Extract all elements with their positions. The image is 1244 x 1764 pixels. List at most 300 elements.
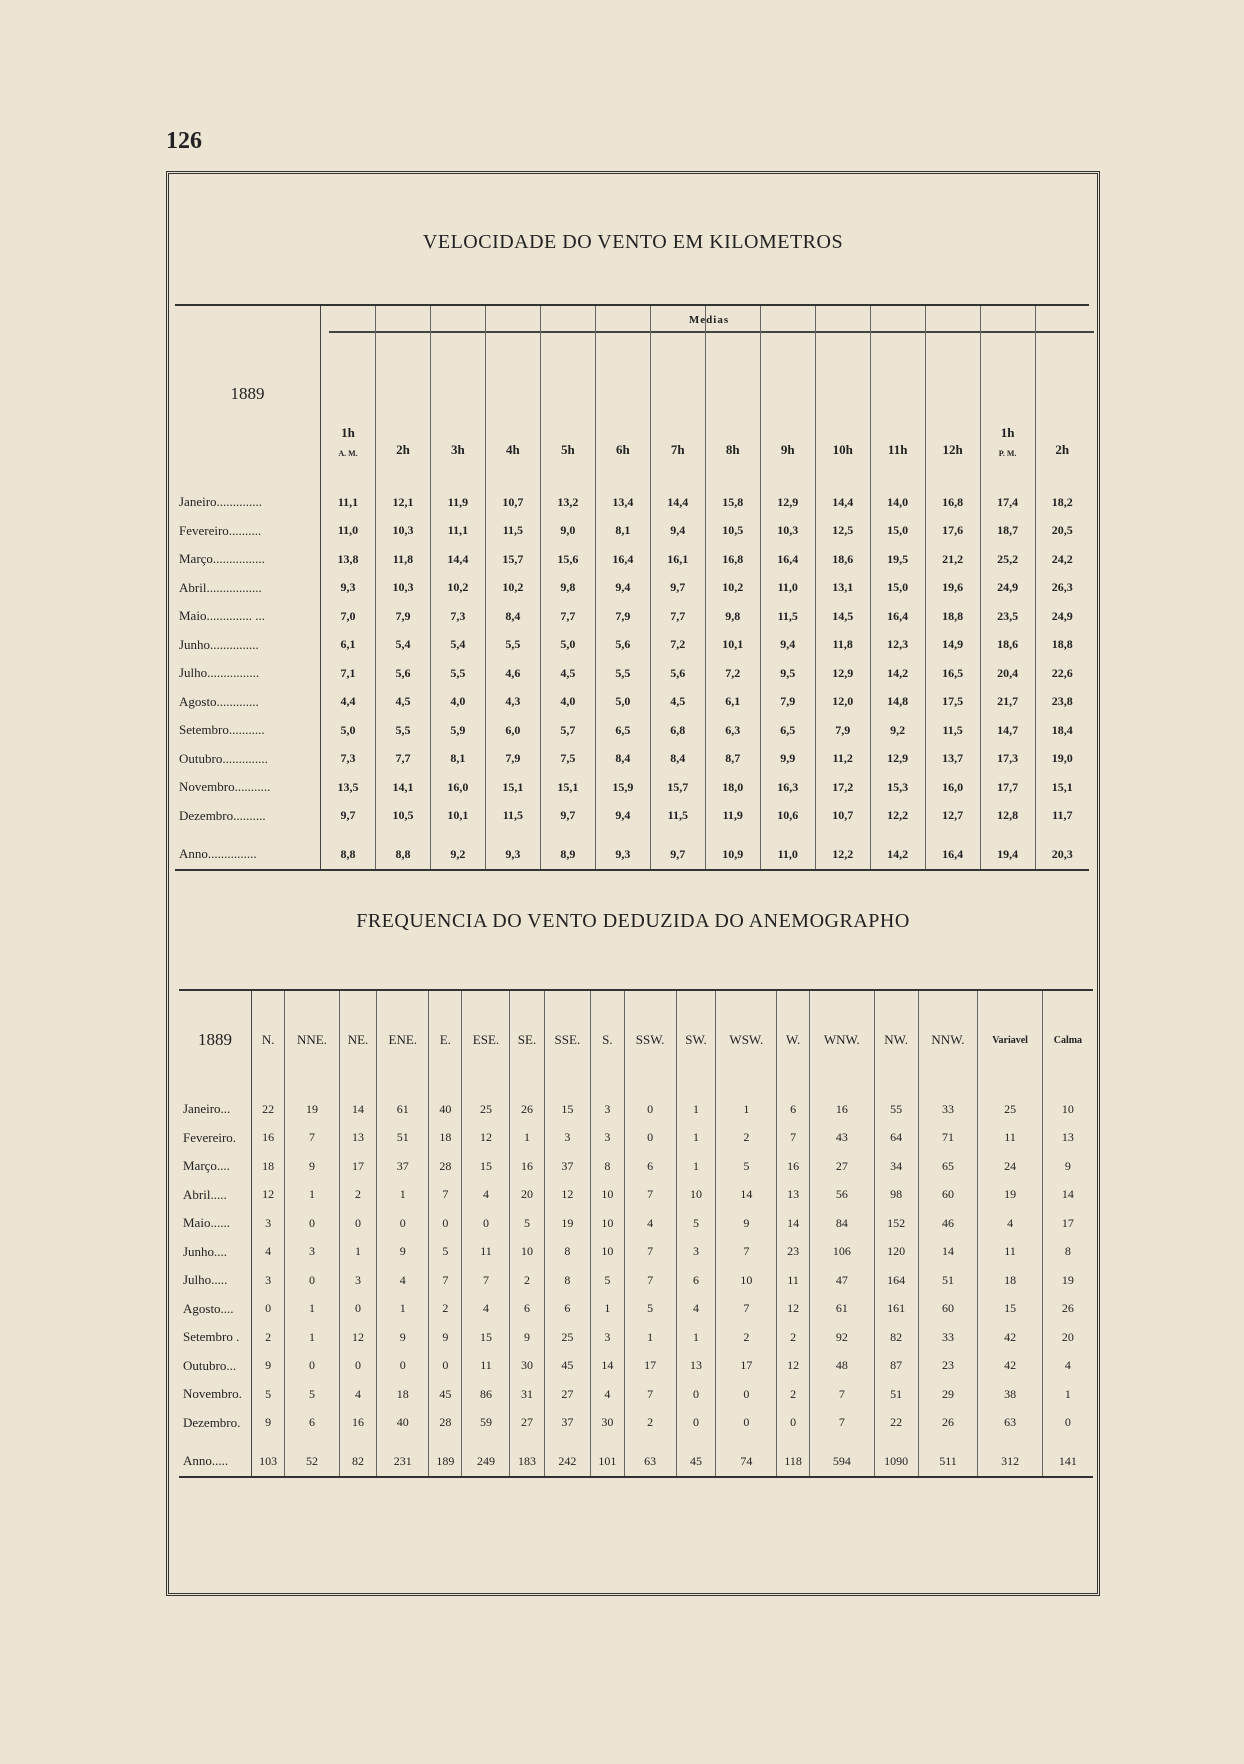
velocity-cell: 18,6 bbox=[980, 631, 1035, 660]
velocity-cell: 13,8 bbox=[321, 545, 376, 574]
frequency-cell: 7 bbox=[429, 1266, 462, 1295]
table-row bbox=[175, 773, 1089, 802]
hour-header bbox=[485, 305, 540, 482]
spacer-cell bbox=[510, 1437, 544, 1447]
frequency-cell: 7 bbox=[624, 1380, 676, 1409]
frequency-cell: 7 bbox=[429, 1181, 462, 1210]
month-label: Novembro........... bbox=[175, 773, 321, 802]
velocity-cell: 7,0 bbox=[321, 602, 376, 631]
frequency-cell: 0 bbox=[429, 1352, 462, 1381]
spacer-cell bbox=[430, 830, 485, 840]
velocity-cell: 5,5 bbox=[375, 716, 430, 745]
total-cell: 20,3 bbox=[1051, 846, 1073, 861]
spacer-cell bbox=[809, 1437, 874, 1447]
frequency-cell: 9 bbox=[429, 1323, 462, 1352]
table-row bbox=[175, 659, 1089, 688]
velocity-cell: 26,3 bbox=[1051, 580, 1073, 595]
hour-header bbox=[1035, 305, 1089, 482]
spacer-cell bbox=[339, 1437, 377, 1447]
month-label: Dezembro. bbox=[179, 1409, 252, 1438]
table-row bbox=[179, 1238, 1093, 1267]
velocity-cell: 4,6 bbox=[485, 659, 540, 688]
frequency-cell: 9 bbox=[285, 1152, 339, 1181]
velocity-cell: 18,6 bbox=[815, 545, 870, 574]
frequency-cell: 4 bbox=[377, 1266, 429, 1295]
velocity-cell: 11,1 bbox=[321, 482, 376, 517]
velocity-cell: 15,0 bbox=[870, 517, 925, 546]
velocity-cell: 8,7 bbox=[705, 745, 760, 774]
total-cell: 52 bbox=[285, 1447, 339, 1477]
velocity-cell: 9,9 bbox=[760, 745, 815, 774]
direction-header: NW. bbox=[874, 990, 918, 1089]
frequency-cell: 19 bbox=[544, 1209, 591, 1238]
frequency-cell: 13 bbox=[777, 1181, 810, 1210]
frequency-cell: 33 bbox=[918, 1089, 978, 1124]
frequency-cell: 24 bbox=[978, 1152, 1042, 1181]
spacer-cell bbox=[870, 830, 925, 840]
velocity-cell: 4,0 bbox=[430, 688, 485, 717]
velocity-cell: 14,4 bbox=[430, 545, 485, 574]
spacer-cell bbox=[252, 1437, 285, 1447]
velocity-cell: 18,0 bbox=[705, 773, 760, 802]
frequency-cell: 6 bbox=[777, 1089, 810, 1124]
frequency-cell: 0 bbox=[624, 1124, 676, 1153]
table-row bbox=[179, 1352, 1093, 1381]
frequency-cell: 15 bbox=[462, 1323, 510, 1352]
frequency-cell: 1 bbox=[716, 1089, 777, 1124]
frequency-cell: 61 bbox=[377, 1089, 429, 1124]
spacer-cell bbox=[874, 1437, 918, 1447]
frequency-cell: 63 bbox=[978, 1409, 1042, 1438]
table-row bbox=[179, 1209, 1093, 1238]
frequency-cell: 4 bbox=[462, 1295, 510, 1324]
velocity-cell: 5,0 bbox=[540, 631, 595, 660]
frequency-cell: 0 bbox=[285, 1209, 339, 1238]
velocity-cell: 12,8 bbox=[980, 802, 1035, 831]
frequency-cell: 9 bbox=[252, 1352, 285, 1381]
velocity-cell: 6,5 bbox=[760, 716, 815, 745]
velocity-cell: 11,8 bbox=[815, 631, 870, 660]
spacer-cell bbox=[377, 1437, 429, 1447]
velocity-cell: 7,7 bbox=[375, 745, 430, 774]
direction-header: S. bbox=[591, 990, 624, 1089]
hour-label: 11h bbox=[887, 442, 908, 457]
month-label: Maio...... bbox=[179, 1209, 252, 1238]
frequency-cell: 30 bbox=[510, 1352, 544, 1381]
total-cell: 141 bbox=[1058, 1453, 1077, 1468]
spacer-cell bbox=[540, 830, 595, 840]
frequency-title: FREQUENCIA DO VENTO DEDUZIDA DO ANEMOGRAPHO bbox=[356, 910, 910, 932]
frequency-cell: 0 bbox=[462, 1209, 510, 1238]
frequency-cell: 1 bbox=[285, 1181, 339, 1210]
frequency-cell: 10 bbox=[1061, 1101, 1074, 1116]
velocity-cell: 10,5 bbox=[705, 517, 760, 546]
frequency-cell: 5 bbox=[285, 1380, 339, 1409]
total-cell: 183 bbox=[510, 1447, 544, 1477]
velocity-cell: 9,7 bbox=[321, 802, 376, 831]
velocity-cell: 4,3 bbox=[485, 688, 540, 717]
total-cell: 19,4 bbox=[980, 840, 1035, 870]
velocity-cell: 12,3 bbox=[870, 631, 925, 660]
frequency-cell: 11 bbox=[462, 1238, 510, 1267]
table-row bbox=[179, 1266, 1093, 1295]
month-label: Janeiro... bbox=[179, 1089, 252, 1124]
velocity-year: 1889 bbox=[175, 305, 321, 482]
frequency-cell: 82 bbox=[874, 1323, 918, 1352]
frequency-cell: 25 bbox=[978, 1089, 1042, 1124]
frequency-cell: 16 bbox=[809, 1089, 874, 1124]
velocity-cell: 14,0 bbox=[870, 482, 925, 517]
velocity-cell: 9,7 bbox=[540, 802, 595, 831]
hour-label: 1h bbox=[1000, 425, 1015, 440]
spacer-cell bbox=[321, 830, 376, 840]
frequency-cell: 15 bbox=[544, 1089, 591, 1124]
velocity-cell: 11,2 bbox=[815, 745, 870, 774]
velocity-cell: 10,3 bbox=[375, 517, 430, 546]
velocity-cell: 17,4 bbox=[980, 482, 1035, 517]
table-row bbox=[179, 1124, 1093, 1153]
spacer-cell bbox=[429, 1437, 462, 1447]
velocity-cell: 7,2 bbox=[650, 631, 705, 660]
velocity-cell: 9,8 bbox=[540, 574, 595, 603]
velocity-cell: 12,7 bbox=[925, 802, 980, 831]
velocity-cell: 6,3 bbox=[705, 716, 760, 745]
frequency-cell: 4 bbox=[339, 1380, 377, 1409]
frequency-cell: 11 bbox=[462, 1352, 510, 1381]
total-cell: 14,2 bbox=[870, 840, 925, 870]
total-cell: 8,8 bbox=[321, 840, 376, 870]
velocity-cell: 14,1 bbox=[375, 773, 430, 802]
velocity-cell: 8,4 bbox=[650, 745, 705, 774]
velocity-cell: 9,7 bbox=[650, 574, 705, 603]
spacer-cell bbox=[676, 1437, 716, 1447]
month-label: Dezembro.......... bbox=[175, 802, 321, 831]
table-row bbox=[179, 1152, 1093, 1181]
velocity-cell: 12,9 bbox=[760, 482, 815, 517]
hour-header bbox=[595, 305, 650, 482]
frequency-table bbox=[179, 989, 1093, 1478]
spacer-cell bbox=[650, 830, 705, 840]
table-row bbox=[179, 1380, 1093, 1409]
velocity-cell: 5,6 bbox=[595, 631, 650, 660]
velocity-cell: 6,0 bbox=[485, 716, 540, 745]
total-cell: 118 bbox=[777, 1447, 810, 1477]
month-label: Fevereiro. bbox=[179, 1124, 252, 1153]
velocity-title: VELOCIDADE DO VENTO EM KILOMETROS bbox=[422, 231, 844, 253]
velocity-cell: 14,9 bbox=[925, 631, 980, 660]
direction-header: SW. bbox=[676, 990, 716, 1089]
table-row bbox=[179, 1295, 1093, 1324]
frequency-cell: 42 bbox=[978, 1323, 1042, 1352]
frequency-cell: 25 bbox=[544, 1323, 591, 1352]
velocity-cell: 7,9 bbox=[815, 716, 870, 745]
frequency-cell: 29 bbox=[918, 1380, 978, 1409]
velocity-cell: 16,5 bbox=[925, 659, 980, 688]
frequency-cell: 4 bbox=[591, 1380, 624, 1409]
velocity-cell: 15,7 bbox=[485, 545, 540, 574]
velocity-cell: 5,5 bbox=[595, 659, 650, 688]
frequency-cell: 1 bbox=[591, 1295, 624, 1324]
velocity-cell: 6,1 bbox=[705, 688, 760, 717]
velocity-cell: 12,9 bbox=[815, 659, 870, 688]
velocity-cell: 5,9 bbox=[430, 716, 485, 745]
velocity-table bbox=[175, 304, 1089, 871]
velocity-cell: 10,1 bbox=[430, 802, 485, 831]
frequency-cell: 65 bbox=[918, 1152, 978, 1181]
month-label: Abril..... bbox=[179, 1181, 252, 1210]
total-cell: 10,9 bbox=[705, 840, 760, 870]
frequency-cell: 2 bbox=[429, 1295, 462, 1324]
velocity-cell: 6,8 bbox=[650, 716, 705, 745]
table-row bbox=[175, 745, 1089, 774]
frequency-cell: 26 bbox=[918, 1409, 978, 1438]
velocity-cell: 12,5 bbox=[815, 517, 870, 546]
velocity-cell: 9,0 bbox=[540, 517, 595, 546]
frequency-cell: 14 bbox=[339, 1089, 377, 1124]
velocity-cell: 11,7 bbox=[1052, 808, 1073, 823]
table-row bbox=[175, 545, 1089, 574]
frequency-cell: 0 bbox=[624, 1089, 676, 1124]
frequency-cell: 40 bbox=[377, 1409, 429, 1438]
velocity-cell: 16,3 bbox=[760, 773, 815, 802]
hour-label: 4h bbox=[506, 442, 520, 457]
velocity-cell: 19,6 bbox=[925, 574, 980, 603]
total-cell: 9,3 bbox=[595, 840, 650, 870]
frequency-cell: 0 bbox=[676, 1380, 716, 1409]
frequency-cell: 18 bbox=[429, 1124, 462, 1153]
frequency-cell: 5 bbox=[676, 1209, 716, 1238]
velocity-cell: 9,2 bbox=[870, 716, 925, 745]
table-row bbox=[175, 688, 1089, 717]
velocity-cell: 11,5 bbox=[485, 802, 540, 831]
total-cell: 9,2 bbox=[430, 840, 485, 870]
total-label: Anno............... bbox=[175, 840, 321, 870]
frequency-cell: 55 bbox=[874, 1089, 918, 1124]
direction-header: SSW. bbox=[624, 990, 676, 1089]
frequency-cell: 5 bbox=[716, 1152, 777, 1181]
frequency-cell: 19 bbox=[285, 1089, 339, 1124]
velocity-cell: 7,9 bbox=[485, 745, 540, 774]
total-cell: 63 bbox=[624, 1447, 676, 1477]
frequency-cell: 1 bbox=[676, 1323, 716, 1352]
velocity-cell: 4,5 bbox=[375, 688, 430, 717]
velocity-cell: 12,2 bbox=[870, 802, 925, 831]
velocity-cell: 7,7 bbox=[540, 602, 595, 631]
velocity-cell: 10,2 bbox=[430, 574, 485, 603]
total-row bbox=[179, 1447, 1093, 1477]
velocity-cell: 11,0 bbox=[321, 517, 376, 546]
velocity-cell: 17,6 bbox=[925, 517, 980, 546]
frequency-cell: 7 bbox=[285, 1124, 339, 1153]
frequency-cell: 1 bbox=[285, 1295, 339, 1324]
velocity-cell: 9,4 bbox=[595, 574, 650, 603]
frequency-cell: 13 bbox=[1061, 1130, 1074, 1145]
velocity-cell: 8,1 bbox=[595, 517, 650, 546]
frequency-cell: 43 bbox=[809, 1124, 874, 1153]
velocity-cell: 8,4 bbox=[595, 745, 650, 774]
velocity-cell: 18,7 bbox=[980, 517, 1035, 546]
spacer-row bbox=[179, 1437, 1093, 1447]
frequency-cell: 15 bbox=[462, 1152, 510, 1181]
total-cell: 1090 bbox=[874, 1447, 918, 1477]
frequency-cell: 3 bbox=[676, 1238, 716, 1267]
frequency-cell: 0 bbox=[716, 1380, 777, 1409]
frequency-cell: 14 bbox=[777, 1209, 810, 1238]
velocity-cell: 21,7 bbox=[980, 688, 1035, 717]
frequency-cell: 22 bbox=[874, 1409, 918, 1438]
frequency-cell: 5 bbox=[510, 1209, 544, 1238]
velocity-cell: 8,1 bbox=[430, 745, 485, 774]
frequency-cell: 10 bbox=[716, 1266, 777, 1295]
frequency-cell: 0 bbox=[285, 1266, 339, 1295]
direction-header: N. bbox=[252, 990, 285, 1089]
hour-header bbox=[540, 305, 595, 482]
frequency-cell: 7 bbox=[716, 1238, 777, 1267]
spacer-cell bbox=[485, 830, 540, 840]
frequency-cell: 3 bbox=[591, 1323, 624, 1352]
velocity-cell: 10,3 bbox=[760, 517, 815, 546]
total-cell: 101 bbox=[591, 1447, 624, 1477]
direction-header: NE. bbox=[339, 990, 377, 1089]
frequency-cell: 7 bbox=[624, 1266, 676, 1295]
hour-label: 1h bbox=[341, 425, 355, 440]
frequency-cell: 5 bbox=[429, 1238, 462, 1267]
velocity-cell: 7,9 bbox=[595, 602, 650, 631]
frequency-cell: 18 bbox=[252, 1152, 285, 1181]
frequency-cell: 31 bbox=[510, 1380, 544, 1409]
frequency-cell: 1 bbox=[676, 1152, 716, 1181]
frequency-cell: 5 bbox=[624, 1295, 676, 1324]
table-row bbox=[175, 482, 1089, 517]
frequency-cell: 37 bbox=[544, 1152, 591, 1181]
frequency-cell: 1 bbox=[377, 1295, 429, 1324]
velocity-cell: 16,4 bbox=[870, 602, 925, 631]
velocity-cell: 10,2 bbox=[485, 574, 540, 603]
hour-header bbox=[815, 305, 870, 482]
velocity-cell: 9,5 bbox=[760, 659, 815, 688]
velocity-cell: 17,5 bbox=[925, 688, 980, 717]
direction-header: NNE. bbox=[285, 990, 339, 1089]
velocity-cell: 13,7 bbox=[925, 745, 980, 774]
table-row bbox=[179, 1409, 1093, 1438]
frequency-cell: 6 bbox=[676, 1266, 716, 1295]
spacer-cell bbox=[595, 830, 650, 840]
frequency-cell: 9 bbox=[377, 1238, 429, 1267]
total-cell: 189 bbox=[429, 1447, 462, 1477]
velocity-cell: 15,3 bbox=[870, 773, 925, 802]
frequency-cell: 4 bbox=[462, 1181, 510, 1210]
spacer-cell bbox=[375, 830, 430, 840]
velocity-cell: 13,4 bbox=[595, 482, 650, 517]
frequency-cell: 16 bbox=[339, 1409, 377, 1438]
velocity-cell: 4,0 bbox=[540, 688, 595, 717]
frequency-cell: 0 bbox=[339, 1209, 377, 1238]
velocity-cell: 18,2 bbox=[1051, 494, 1073, 509]
direction-header: SE. bbox=[510, 990, 544, 1089]
frequency-cell: 0 bbox=[285, 1352, 339, 1381]
frequency-cell: 8 bbox=[591, 1152, 624, 1181]
frequency-cell: 51 bbox=[377, 1124, 429, 1153]
month-label: Agosto.... bbox=[179, 1295, 252, 1324]
hour-header bbox=[650, 305, 705, 482]
total-cell: 312 bbox=[978, 1447, 1042, 1477]
velocity-cell: 11,5 bbox=[485, 517, 540, 546]
velocity-cell: 6,1 bbox=[321, 631, 376, 660]
hour-label: 10h bbox=[832, 442, 853, 457]
velocity-cell: 24,9 bbox=[1051, 608, 1073, 623]
frequency-cell: 4 bbox=[978, 1209, 1042, 1238]
frequency-year: 1889 bbox=[179, 990, 252, 1089]
frequency-cell: 34 bbox=[874, 1152, 918, 1181]
frequency-cell: 61 bbox=[809, 1295, 874, 1324]
frequency-cell: 12 bbox=[544, 1181, 591, 1210]
frequency-cell: 12 bbox=[777, 1352, 810, 1381]
table-row bbox=[175, 574, 1089, 603]
velocity-cell: 23,5 bbox=[980, 602, 1035, 631]
frequency-cell: 86 bbox=[462, 1380, 510, 1409]
frequency-cell: 23 bbox=[777, 1238, 810, 1267]
velocity-cell: 16,8 bbox=[925, 482, 980, 517]
velocity-cell: 18,8 bbox=[1051, 637, 1073, 652]
velocity-cell: 16,0 bbox=[430, 773, 485, 802]
frequency-cell: 7 bbox=[809, 1380, 874, 1409]
velocity-cell: 13,2 bbox=[540, 482, 595, 517]
frequency-cell: 26 bbox=[510, 1089, 544, 1124]
frequency-cell: 0 bbox=[777, 1409, 810, 1438]
velocity-cell: 17,2 bbox=[815, 773, 870, 802]
frequency-cell: 0 bbox=[377, 1352, 429, 1381]
frequency-cell: 2 bbox=[624, 1409, 676, 1438]
frequency-cell: 120 bbox=[874, 1238, 918, 1267]
hour-label: 8h bbox=[725, 442, 740, 457]
total-label: Anno..... bbox=[179, 1447, 252, 1477]
frequency-cell: 17 bbox=[339, 1152, 377, 1181]
frequency-cell: 87 bbox=[874, 1352, 918, 1381]
frequency-cell: 7 bbox=[777, 1124, 810, 1153]
frequency-cell: 10 bbox=[676, 1181, 716, 1210]
total-cell: 8,9 bbox=[540, 840, 595, 870]
frequency-cell: 12 bbox=[462, 1124, 510, 1153]
frequency-cell: 18 bbox=[377, 1380, 429, 1409]
velocity-cell: 18,4 bbox=[1051, 722, 1073, 737]
frequency-cell: 27 bbox=[809, 1152, 874, 1181]
frequency-cell: 98 bbox=[874, 1181, 918, 1210]
velocity-cell: 5,6 bbox=[375, 659, 430, 688]
frequency-cell: 59 bbox=[462, 1409, 510, 1438]
frequency-cell: 1 bbox=[377, 1181, 429, 1210]
direction-header: WSW. bbox=[716, 990, 777, 1089]
frequency-cell: 0 bbox=[429, 1209, 462, 1238]
spacer-cell bbox=[716, 1437, 777, 1447]
month-label: Julho................ bbox=[175, 659, 321, 688]
hour-header bbox=[870, 305, 925, 482]
spacer-cell bbox=[544, 1437, 591, 1447]
frequency-cell: 0 bbox=[377, 1209, 429, 1238]
spacer-cell bbox=[760, 830, 815, 840]
frequency-cell: 1 bbox=[285, 1323, 339, 1352]
spacer-row bbox=[175, 830, 1089, 840]
frequency-cell: 17 bbox=[624, 1352, 676, 1381]
frequency-cell: 46 bbox=[918, 1209, 978, 1238]
month-label: Setembro........... bbox=[175, 716, 321, 745]
direction-header: NNW. bbox=[918, 990, 978, 1089]
frequency-cell: 1 bbox=[510, 1124, 544, 1153]
velocity-cell: 16,4 bbox=[595, 545, 650, 574]
frequency-cell: 2 bbox=[339, 1181, 377, 1210]
frequency-cell: 0 bbox=[339, 1352, 377, 1381]
table-row bbox=[179, 1323, 1093, 1352]
frequency-cell: 7 bbox=[624, 1238, 676, 1267]
